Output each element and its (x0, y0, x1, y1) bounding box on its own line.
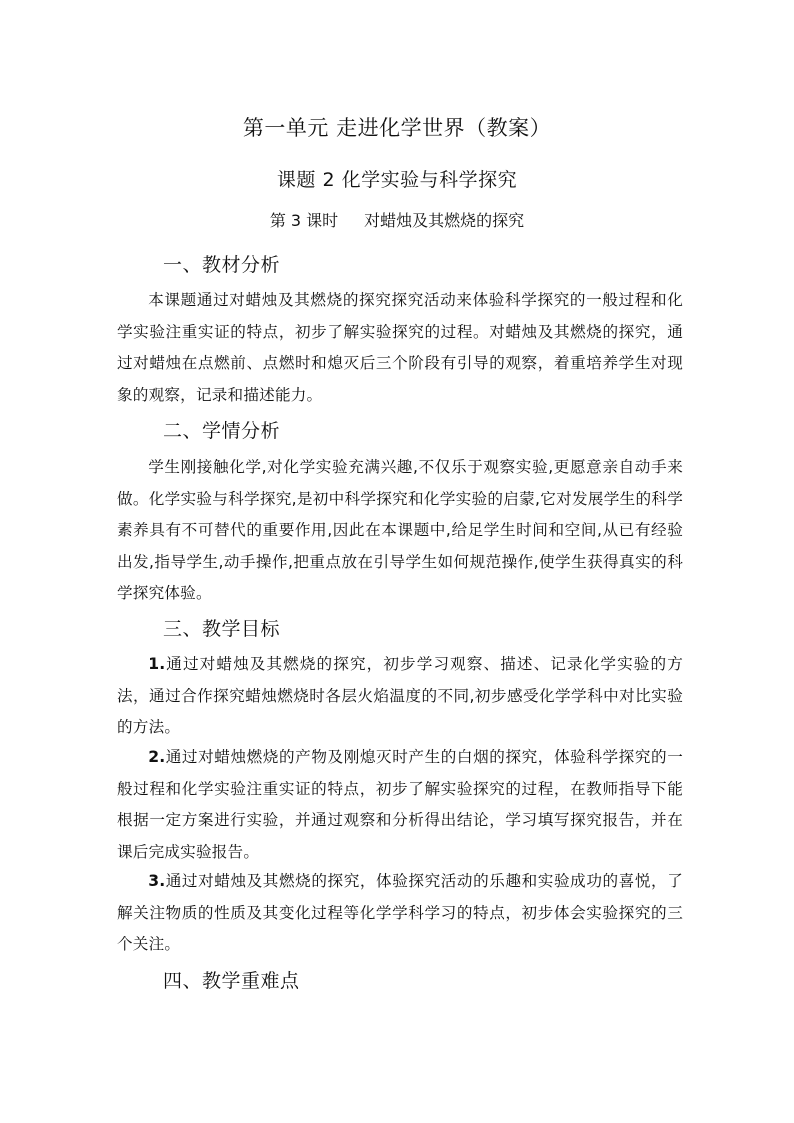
section-paragraph: 学生刚接触化学,对化学实验充满兴趣,不仅乐于观察实验,更愿意亲自动手来做。化学实验与科学探究,是初中科学探究和化学实验的启蒙,它对发展学生的科学素养具有不可替代的重要作用,因此在本课题中,给足学生时间和空间,从已有经验出发,指导学生,动手操作,把重点放在引导学生如何规范操作,使学生获得真实的科学探究体验。 (117, 458, 683, 602)
document-title: 第一单元 走进化学世界（教案） (242, 116, 552, 140)
section-paragraph: 本课题通过对蜡烛及其燃烧的探究探究活动来体验科学探究的一般过程和化学实验注重实证的特点，初步了解实验探究的过程。对蜡烛及其燃烧的探究，通过对蜡烛在点燃前、点燃时和熄灭后三个阶段有引导的观察，着重培养学生对现象的观察，记录和描述能力。 (117, 291, 683, 404)
lesson-subject: 课题 2 化学实验与科学探究 (276, 169, 518, 191)
goal-item (117, 649, 683, 744)
goal-item (117, 866, 683, 961)
goal-number: 2. (148, 748, 166, 766)
lesson-topic: 对蜡烛及其燃烧的探究 (364, 211, 525, 230)
goal-text: 通过对蜡烛及其燃烧的探究，体验探究活动的乐趣和实验成功的喜悦，了解关注物质的性质及其变化过程等化学学科学习的特点，初步体会实验探究的三个关注。 (117, 872, 683, 953)
section-heading-key-difficult-points: 四、教学重难点 (163, 970, 300, 992)
goal-number: 1. (148, 655, 166, 673)
lesson-period: 第 3 课时 (269, 211, 339, 230)
goal-text: 通过对蜡烛及其燃烧的探究，初步学习观察、描述、记录化学实验的方法，通过合作探究蜡烛燃烧时各层火焰温度的不同,初步感受化学学科中对比实验的方法。 (117, 655, 683, 736)
section-heading-teaching-goals: 三、教学目标 (163, 618, 281, 640)
lesson-period-line (0, 209, 794, 233)
goal-number: 3. (148, 872, 166, 890)
goal-item (117, 742, 683, 868)
section-heading-textbook-analysis: 一、教材分析 (163, 254, 281, 276)
goal-text: 通过对蜡烛燃烧的产物及刚熄灭时产生的白烟的探究，体验科学探究的一般过程和化学实验注重实证的特点，初步了解实验探究的过程，在教师指导下能根据一定方案进行实验，并通过观察和分析得出结论，学习填写探究报告，并在课后完成实验报告。 (117, 748, 683, 861)
section-heading-student-analysis: 二、学情分析 (163, 420, 281, 442)
